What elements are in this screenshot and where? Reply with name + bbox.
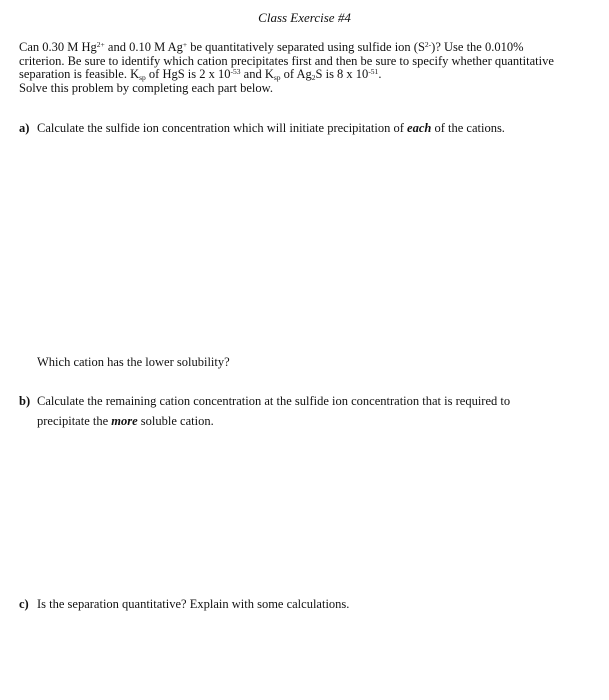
part-c-letter: c) xyxy=(19,597,29,611)
part-a-text: Calculate the sulfide ion concentration which will initiate precipitation of each of the cations. xyxy=(37,121,505,135)
part-a-letter: a) xyxy=(19,121,30,135)
part-b-letter: b) xyxy=(19,394,31,408)
exercise-title: Class Exercise #4 xyxy=(258,10,351,25)
problem-statement xyxy=(19,41,604,95)
intro-line-4: Solve this problem by completing each part below. xyxy=(19,80,273,95)
part-a xyxy=(19,118,599,138)
part-b xyxy=(19,391,599,431)
part-c xyxy=(19,594,599,614)
intro-line-1: Can 0.30 M $Hg^{2+}$ and 0.10 M Ag+ be quantitatively separated using sulfide ion $(S^{2-})$? Use the 0.010% xyxy=(19,40,524,54)
intro-line-2: criterion. Be sure to identify which cation precipitates first and then be sure to specify whether quantitative xyxy=(19,53,554,68)
intro-line-3: separation is feasible. $K_{sp}$ of HgS is 2 x $10^{-53}$ and $K_{sp}$ of $Ag_2S$ is 8 x $10^{-51}$. xyxy=(19,67,382,82)
lower-solubility-question: Which cation has the lower solubility? xyxy=(37,355,230,369)
part-b-line-2: precipitate the more soluble cation. xyxy=(37,414,214,428)
part-c-text: Is the separation quantitative? Explain with some calculations. xyxy=(37,597,350,611)
part-b-line-1: Calculate the remaining cation concentration at the sulfide ion concentration that is required to xyxy=(37,394,511,408)
